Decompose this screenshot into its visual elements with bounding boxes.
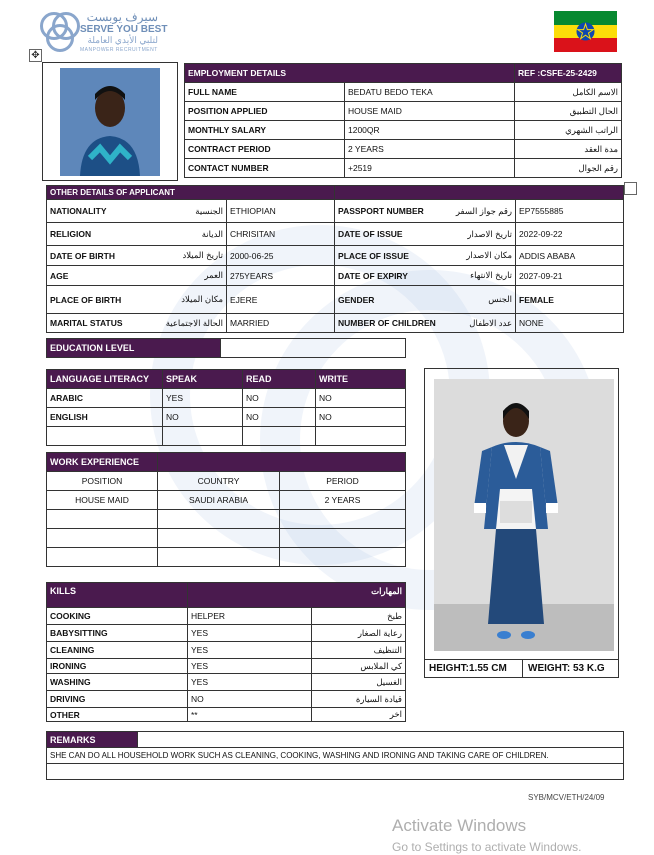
employment-label-ar: الراتب الشهري [515, 121, 622, 140]
detail-label-ar: الحالة الاجتماعية [137, 314, 227, 333]
work-cell [47, 548, 158, 567]
skills-table [46, 582, 406, 722]
employment-label: CONTACT NUMBER [185, 159, 345, 178]
work-column-header: COUNTRY [158, 472, 280, 491]
employment-value: 2 YEARS [345, 140, 515, 159]
detail-label: DATE OF EXPIRY [335, 266, 423, 286]
skill-label: OTHER [47, 708, 188, 722]
skill-value: YES [188, 642, 312, 659]
work-cell [280, 529, 406, 548]
education-level-header: EDUCATION LEVEL [47, 339, 221, 358]
skill-label-ar: رعاية الصغار [312, 625, 406, 642]
reference-number: REF :CSFE-25-2429 [515, 64, 622, 83]
logo-arabic-sub: لتلبي الأيدي العاملة [87, 35, 158, 45]
skill-label-ar: الغسيل [312, 674, 406, 691]
employment-value: 1200QR [345, 121, 515, 140]
language-header: SPEAK [163, 370, 243, 389]
work-cell [158, 529, 280, 548]
language-cell: NO [316, 389, 406, 408]
detail-label: DATE OF ISSUE [335, 223, 423, 246]
detail-label-ar: تاريخ الاصدار [423, 223, 516, 246]
language-cell: NO [163, 408, 243, 427]
detail-label-ar: العمر [137, 266, 227, 286]
activate-windows-subtitle: Go to Settings to activate Windows. [392, 840, 582, 854]
language-cell: NO [243, 408, 316, 427]
skill-value: YES [188, 674, 312, 691]
activate-windows-title: Activate Windows [392, 816, 527, 835]
weight-value: WEIGHT: 53 K.G [528, 663, 605, 674]
work-cell [158, 548, 280, 567]
logo-ring-icon [46, 24, 74, 52]
language-name: ARABIC [47, 389, 163, 408]
skill-label: IRONING [47, 659, 188, 674]
detail-label: RELIGION [47, 223, 137, 246]
portrait-photo [60, 68, 160, 176]
work-experience-header: WORK EXPERIENCE [47, 453, 158, 472]
detail-value: EP7555885 [516, 200, 624, 223]
detail-value: CHRISITAN [227, 223, 335, 246]
detail-label: NUMBER OF CHILDREN [335, 314, 423, 333]
employment-label-ar: الحال التطبيق [515, 102, 622, 121]
language-name: ENGLISH [47, 408, 163, 427]
detail-value: 2022-09-22 [516, 223, 624, 246]
full-body-photo-frame [424, 368, 619, 678]
language-literacy-table [46, 369, 406, 446]
detail-label-ar: عدد الاطفال [423, 314, 516, 333]
detail-label: PASSPORT NUMBER [335, 200, 423, 223]
employment-label: MONTHLY SALARY [185, 121, 345, 140]
detail-label-ar: الجنس [423, 286, 516, 314]
measurements-row [425, 659, 618, 677]
detail-label: MARITAL STATUS [47, 314, 137, 333]
work-cell: 2 YEARS [280, 491, 406, 510]
detail-value: EJERE [227, 286, 335, 314]
skills-header: KILLS [47, 583, 188, 608]
skill-label-ar: كي الملابس [312, 659, 406, 674]
detail-value: 2027-09-21 [516, 266, 624, 286]
language-header: LANGUAGE LITERACY [47, 370, 163, 389]
detail-value: ETHIOPIAN [227, 200, 335, 223]
detail-label-ar: تاريخ الميلاد [137, 246, 227, 266]
detail-label: DATE OF BIRTH [47, 246, 137, 266]
remarks-header: REMARKS [47, 732, 138, 748]
detail-label: AGE [47, 266, 137, 286]
language-cell: NO [316, 408, 406, 427]
work-cell [280, 510, 406, 529]
detail-label-ar: الجنسية [137, 200, 227, 223]
employment-details-table [184, 63, 622, 178]
detail-value: ADDIS ABABA [516, 246, 624, 266]
resize-handle-icon[interactable] [624, 182, 637, 195]
language-header: READ [243, 370, 316, 389]
employment-label-ar: الاسم الكامل [515, 83, 622, 102]
skill-label-ar: اخر [312, 708, 406, 722]
detail-value: 2000-06-25 [227, 246, 335, 266]
other-details-header: OTHER DETAILS OF APPLICANT [47, 186, 335, 200]
language-header: WRITE [316, 370, 406, 389]
document-code: SYB/MCV/ETH/24/09 [528, 793, 605, 802]
detail-label: PLACE OF BIRTH [47, 286, 137, 314]
logo-name: SERVE YOU BEST [80, 24, 168, 35]
language-cell [243, 427, 316, 446]
header-fill [158, 453, 406, 472]
measure-divider [522, 660, 523, 677]
employment-value: HOUSE MAID [345, 102, 515, 121]
language-name [47, 427, 163, 446]
work-cell [158, 510, 280, 529]
detail-label-ar: الديانة [137, 223, 227, 246]
header-fill [335, 186, 624, 200]
detail-label: PLACE OF ISSUE [335, 246, 423, 266]
logo-arabic: سيرف يوبست [86, 10, 158, 24]
detail-label-ar: تاريخ الانتهاء [423, 266, 516, 286]
detail-label-ar: مكان الميلاد [137, 286, 227, 314]
detail-value: MARRIED [227, 314, 335, 333]
skills-header-ar: المهارات [188, 583, 406, 608]
detail-label-ar: مكان الاصدار [423, 246, 516, 266]
skill-value: YES [188, 659, 312, 674]
skill-label-ar: طبخ [312, 608, 406, 625]
skill-value: YES [188, 625, 312, 642]
height-value: HEIGHT:1.55 CM [429, 663, 507, 674]
skill-label: BABYSITTING [47, 625, 188, 642]
work-column-header: POSITION [47, 472, 158, 491]
company-logo [40, 10, 180, 58]
remarks-header-fill [138, 732, 624, 748]
logo-tagline: MANPOWER RECRUITMENT [80, 47, 158, 53]
language-cell: NO [243, 389, 316, 408]
detail-value: 275YEARS [227, 266, 335, 286]
work-cell: HOUSE MAID [47, 491, 158, 510]
language-cell [163, 427, 243, 446]
skill-label: CLEANING [47, 642, 188, 659]
language-cell: YES [163, 389, 243, 408]
detail-label: GENDER [335, 286, 423, 314]
detail-label: NATIONALITY [47, 200, 137, 223]
skill-label: DRIVING [47, 691, 188, 708]
remarks-table [46, 731, 624, 780]
ethiopia-flag [554, 11, 617, 52]
skill-value: ** [188, 708, 312, 722]
detail-value: FEMALE [516, 286, 624, 314]
detail-label-ar: رقم جواز السفر [423, 200, 516, 223]
work-column-header: PERIOD [280, 472, 406, 491]
employment-label: POSITION APPLIED [185, 102, 345, 121]
employment-value: +2519 [345, 159, 515, 178]
employment-label: CONTRACT PERIOD [185, 140, 345, 159]
skill-label-ar: قيادة السيارة [312, 691, 406, 708]
employment-label-ar: مدة العقد [515, 140, 622, 159]
employment-label: FULL NAME [185, 83, 345, 102]
work-cell [47, 529, 158, 548]
portrait-frame [42, 62, 178, 181]
education-level-table [46, 338, 406, 358]
other-details-table [46, 185, 624, 333]
skill-label: COOKING [47, 608, 188, 625]
language-cell [316, 427, 406, 446]
skill-label-ar: التنظيف [312, 642, 406, 659]
remarks-blank-row [47, 764, 624, 780]
skill-label: WASHING [47, 674, 188, 691]
education-level-value [221, 339, 406, 358]
work-experience-table [46, 452, 406, 567]
remarks-text: SHE CAN DO ALL HOUSEHOLD WORK SUCH AS CLEANING, COOKING, WASHING AND IRONING AND TAKING CARE OF CHILDREN. [47, 748, 624, 764]
work-cell [47, 510, 158, 529]
skill-value: NO [188, 691, 312, 708]
move-handle-icon[interactable]: ✥ [29, 49, 42, 62]
detail-value: NONE [516, 314, 624, 333]
employment-label-ar: رقم الجوال [515, 159, 622, 178]
skill-value: HELPER [188, 608, 312, 625]
work-cell: SAUDI ARABIA [158, 491, 280, 510]
employment-value: BEDATU BEDO TEKA [345, 83, 515, 102]
employment-details-header: EMPLOYMENT DETAILS [185, 64, 515, 83]
work-cell [280, 548, 406, 567]
full-body-photo [434, 379, 614, 651]
